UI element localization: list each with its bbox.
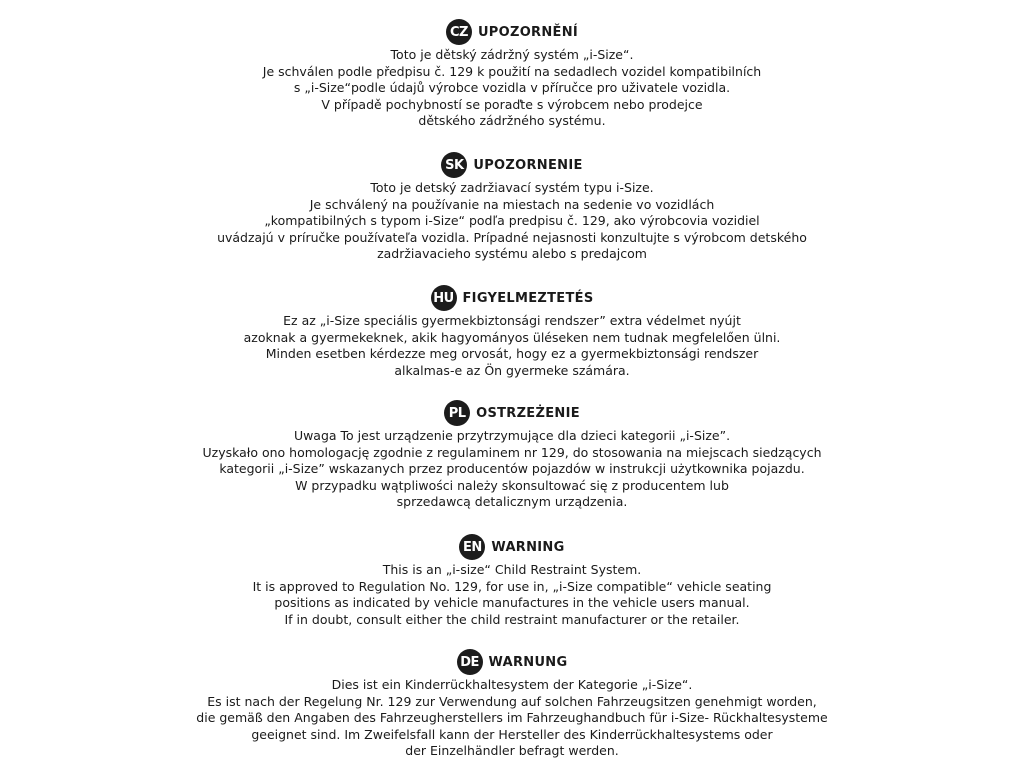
text-line: If in doubt, consult either the child restraint manufacturer or the retailer. — [284, 611, 740, 627]
text-line: Dies ist ein Kinderrückhaltesystem der Kategorie „i-Size“. — [331, 677, 693, 692]
section-title: OSTRZEŻENIE — [476, 405, 580, 421]
section-title: UPOZORNĚNÍ — [477, 24, 579, 40]
language-badge-pl: PL — [444, 400, 470, 426]
text-line: der Einzelhändler befragt werden. — [405, 743, 619, 758]
text-line: die gemäß den Angaben des Fahrzeugherstellers im Fahrzeughandbuch für i-Size- Rückhaltesysteme — [196, 710, 828, 725]
section-title: WARNUNG — [488, 654, 568, 670]
section-heading — [0, 19, 1024, 45]
text-line: azoknak a gyermekeknek, akik hagyományos üléseken nem tudnak megfelelően ülni. — [243, 329, 781, 345]
text-line: Je schválený na používanie na miestach na sedenie vo vozidlách — [309, 196, 715, 212]
section-title: WARNING — [491, 539, 565, 555]
text-line: Uwaga To jest urządzenie przytrzymujące dla dzieci kategorii „i-Size”. — [293, 428, 731, 443]
section-title: FIGYELMEZTETÉS — [462, 290, 594, 306]
section-pl — [0, 400, 1024, 511]
text-line: Uzyskało ono homologację zgodnie z regulaminem nr 129, do stosowania na miejscach siedzących — [202, 444, 822, 460]
section-heading — [0, 534, 1024, 560]
section-heading — [0, 649, 1024, 675]
text-line: Toto je detský zadržiavací systém typu i-Size. — [370, 180, 654, 195]
section-sk — [0, 152, 1024, 263]
text-line: Toto je dětský zádržný systém „i-Size“. — [390, 47, 634, 62]
section-en — [0, 534, 1024, 628]
text-line: Je schválen podle předpisu č. 129 k použití na sedadlech vozidel kompatibilních — [262, 63, 762, 79]
text-line: sprzedawcą detalicznym urządzenia. — [396, 494, 628, 509]
section-body — [0, 677, 1024, 760]
language-badge-de: DE — [457, 649, 483, 675]
text-line: kategorii „i-Size” wskazanych przez producentów pojazdów w instrukcji użytkownika pojazdu. — [219, 461, 805, 476]
text-line: alkalmas-e az Ön gyermeke számára. — [394, 362, 630, 378]
language-badge-cz: CZ — [446, 19, 472, 45]
section-cz — [0, 19, 1024, 130]
section-body — [0, 562, 1024, 628]
text-line: Minden esetben kérdezze meg orvosát, hogy ez a gyermekbiztonsági rendszer — [265, 346, 759, 361]
text-line: zadržiavacieho systému alebo s predajcom — [377, 246, 647, 261]
section-body — [0, 47, 1024, 130]
language-badge-en: EN — [459, 534, 485, 560]
section-title: UPOZORNENIE — [473, 157, 583, 173]
section-de — [0, 649, 1024, 760]
section-body — [0, 313, 1024, 379]
text-line: Es ist nach der Regelung Nr. 129 zur Verwendung auf solchen Fahrzeugsitzen genehmigt worden, — [207, 693, 817, 709]
language-badge-sk: SK — [441, 152, 467, 178]
section-body — [0, 180, 1024, 263]
text-line: s „i-Size“podle údajů výrobce vozidla v příručce pro uživatele vozidla. — [293, 80, 731, 95]
section-heading — [0, 400, 1024, 426]
text-line: V případě pochybností se poraďte s výrobcem nebo prodejce — [321, 96, 703, 112]
text-line: positions as indicated by vehicle manufactures in the vehicle users manual. — [274, 595, 750, 610]
text-line: Ez az „i-Size speciális gyermekbiztonsági rendszer” extra védelmet nyújt — [283, 313, 741, 328]
section-body — [0, 428, 1024, 511]
text-line: uvádzajú v príručke používateľa vozidla. Prípadné nejasnosti konzultujte s výrobcom detského — [217, 229, 807, 245]
section-heading — [0, 285, 1024, 311]
section-hu — [0, 285, 1024, 379]
text-line: dětského zádržného systému. — [418, 113, 606, 128]
language-badge-hu: HU — [431, 285, 457, 311]
text-line: geeignet sind. Im Zweifelsfall kann der Hersteller des Kinderrückhaltesystems oder — [251, 726, 773, 742]
text-line: W przypadku wątpliwości należy skonsultować się z producentem lub — [295, 477, 729, 493]
text-line: This is an „i-size“ Child Restraint System. — [382, 562, 642, 577]
text-line: „kompatibilných s typom i-Size“ podľa predpisu č. 129, ako výrobcovia vozidiel — [264, 213, 760, 228]
section-heading — [0, 152, 1024, 178]
text-line: It is approved to Regulation No. 129, for use in, „i-Size compatible“ vehicle seating — [252, 578, 772, 594]
